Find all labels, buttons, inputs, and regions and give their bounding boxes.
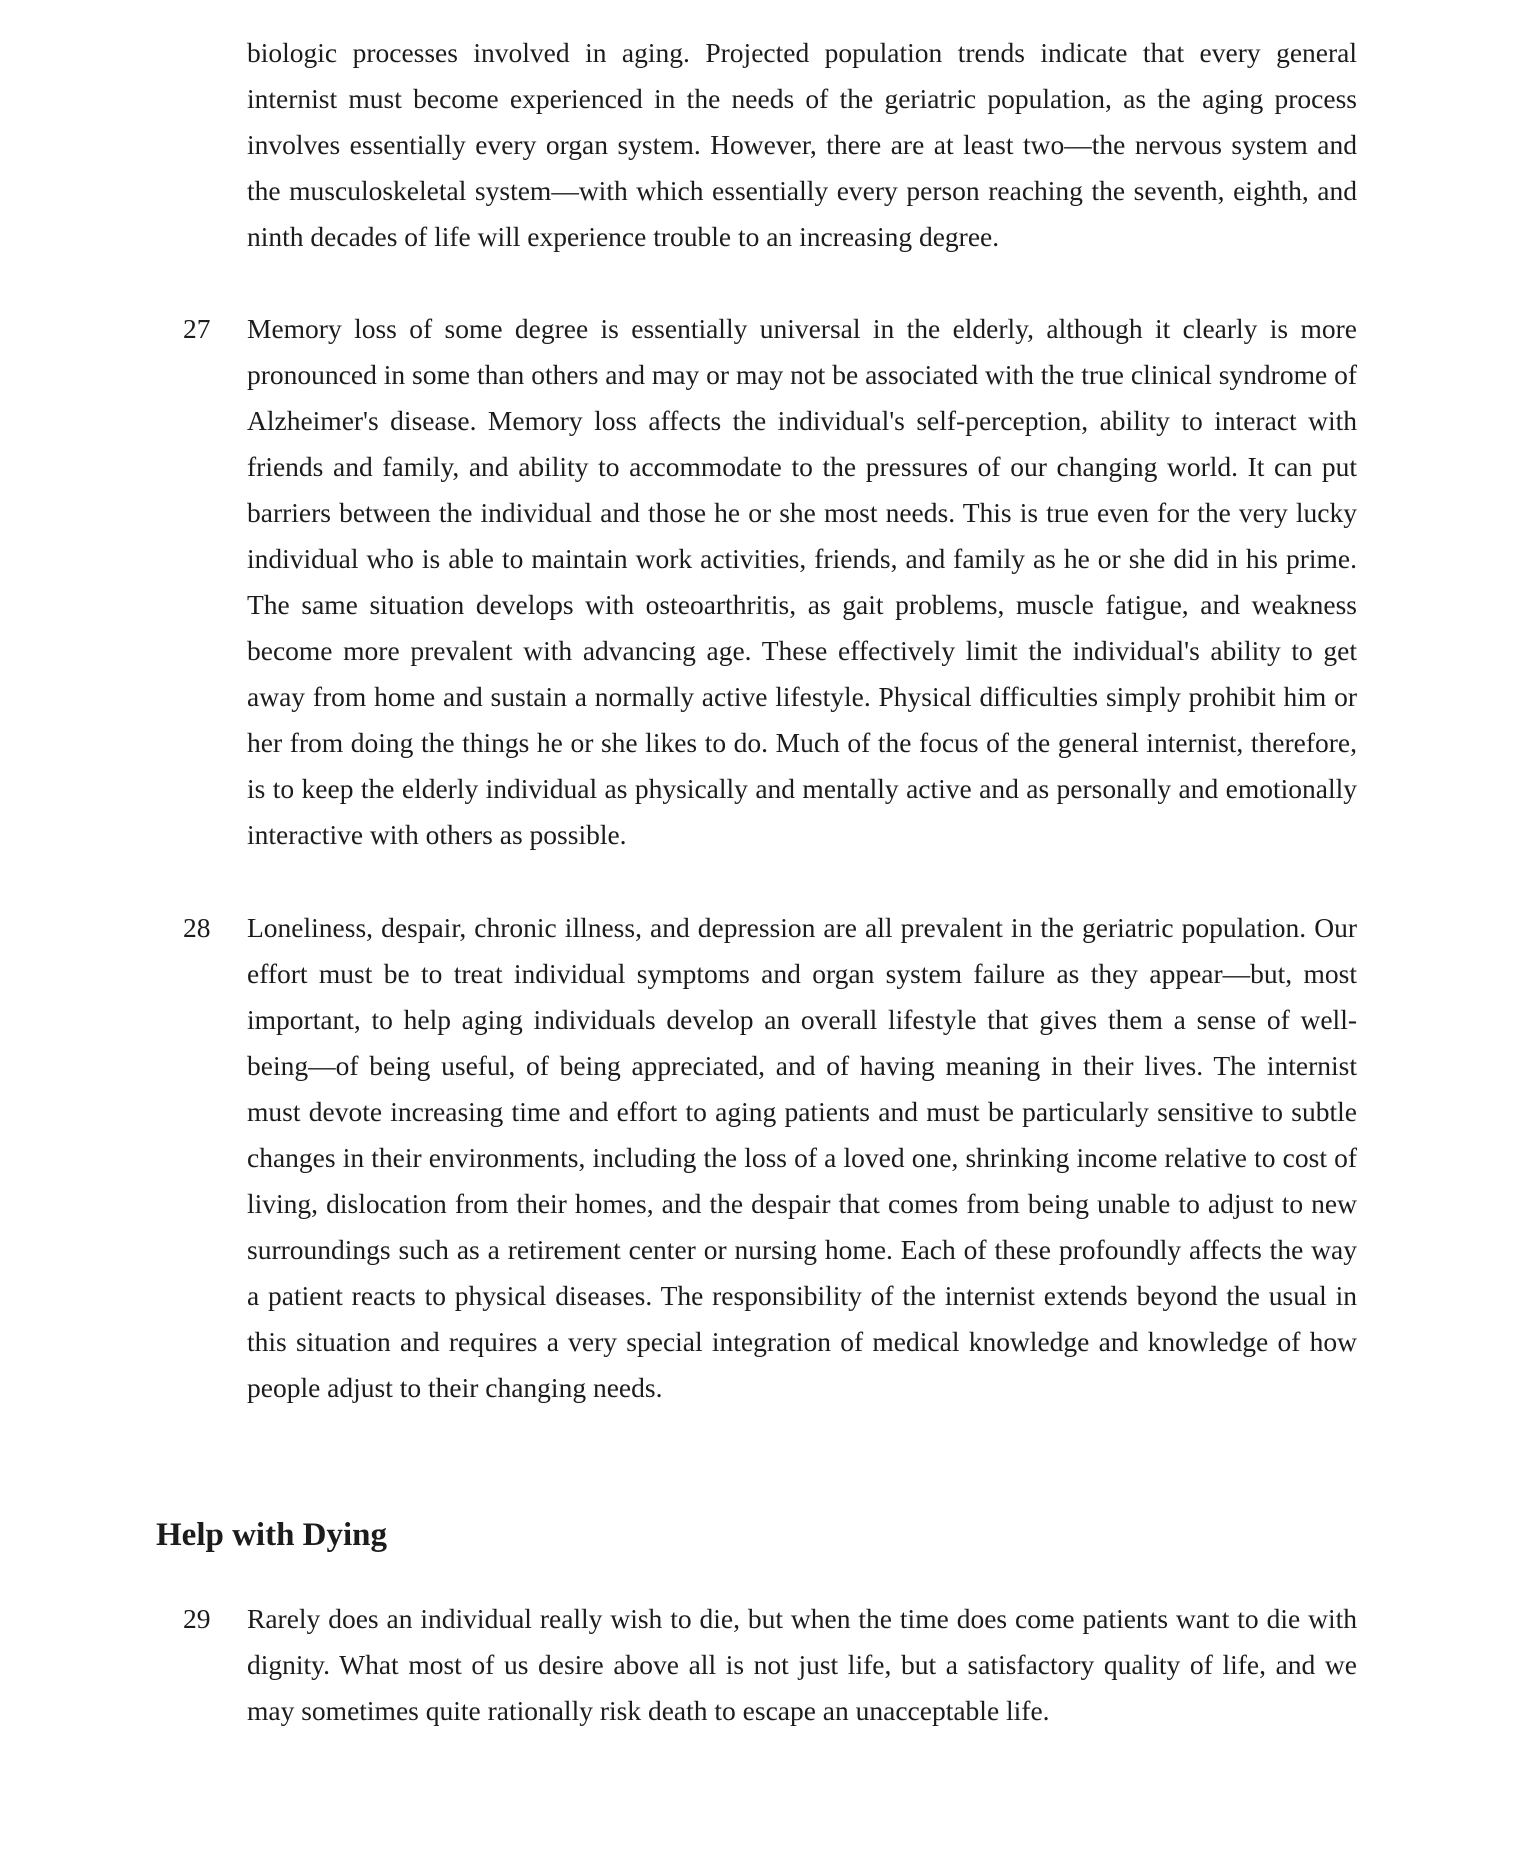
paragraph-27: Memory loss of some degree is essentially universal in the elderly, although it clearly is more pronounced in some than others and may or may not be associated with the true clinical syndrome of Alzheimer's disease. Memory loss affects the individual's self-perception, ability to interact with friends and family, and ability to accommodate to the pressures of our changing world. It can put barriers between the individual and those he or she most needs. This is true even for the very lucky individual who is able to maintain work activities, friends, and family as he or she did in his prime. The same situation develops with osteoarthritis, as gait problems, muscle fatigue, and weakness become more prevalent with advancing age. These effectively limit the individual's ability to get away from home and sustain a normally active lifestyle. Physical difficulties simply prohibit him or her from doing the things he or she likes to do. Much of the focus of the general internist, therefore, is to keep the elderly individual as physically and mentally active and as personally and emotionally interactive with others as possible. <box>247 313 1357 850</box>
paragraph-number-28: 28 <box>183 912 211 943</box>
paragraph-28: Loneliness, despair, chronic illness, and depression are all prevalent in the geriatric population. Our effort must be to treat individual symptoms and organ system failure as they appear—but, most important, to help aging individuals develop an overall lifestyle that gives them a sense of well-being—of being useful, of being appreciated, and of having meaning in their lives. The internist must devote increasing time and effort to aging patients and must be particularly sensitive to subtle changes in their environments, including the loss of a loved one, shrinking income relative to cost of living, dislocation from their homes, and the despair that comes from being unable to adjust to new surroundings such as a retirement center or nursing home. Each of these profoundly affects the way a patient reacts to physical diseases. The responsibility of the internist extends beyond the usual in this situation and requires a very special integration of medical knowledge and knowledge of how people adjust to their changing needs. <box>247 912 1357 1403</box>
section-heading: Help with Dying <box>156 1517 388 1553</box>
paragraph-29: Rarely does an individual really wish to die, but when the time does come patients want to die with dignity. What most of us desire above all is not just life, but a satisfactory quality of life, and we may sometimes quite rationally risk death to escape an unacceptable life. <box>247 1603 1357 1726</box>
paragraph-number-29: 29 <box>183 1603 211 1634</box>
paragraph-number-27: 27 <box>183 313 211 344</box>
continued-paragraph: biologic processes involved in aging. Projected population trends indicate that every general internist must become experienced in the needs of the geriatric population, as the aging process involves essentially every organ system. However, there are at least two—the nervous system and the musculoskeletal system—with which essentially every person reaching the seventh, eighth, and ninth decades of life will experience trouble to an increasing degree. <box>247 37 1357 252</box>
